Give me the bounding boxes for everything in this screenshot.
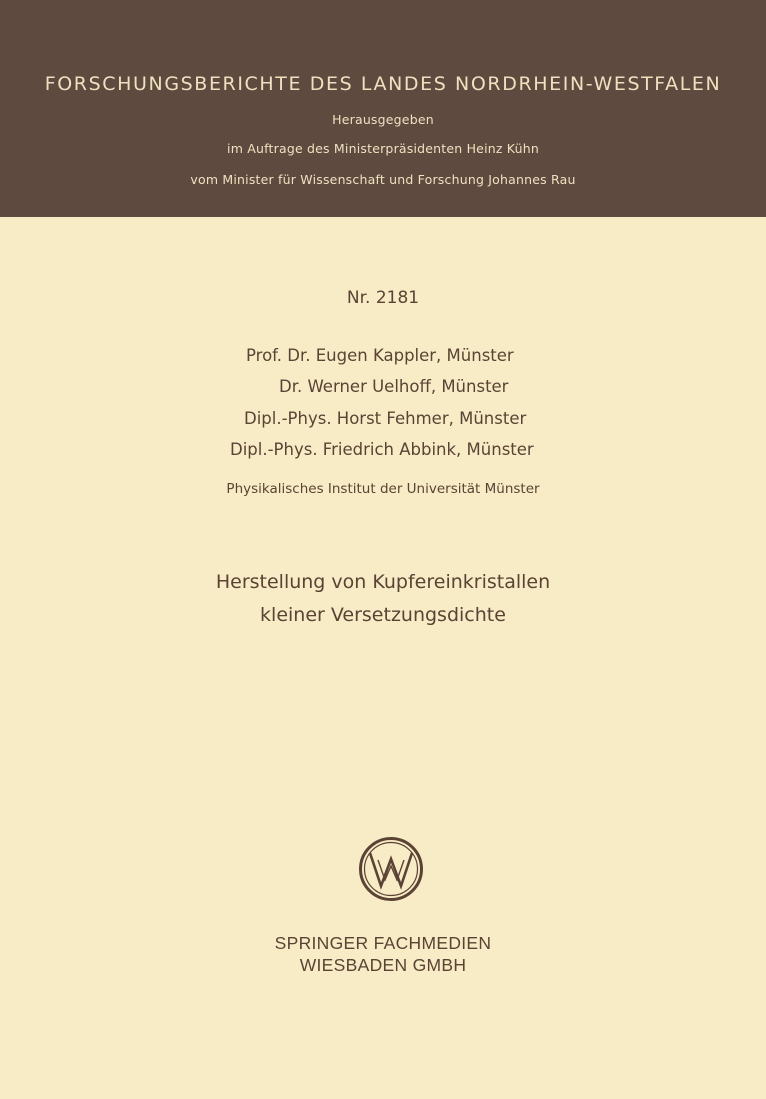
series-number: Nr. 2181 (346, 288, 420, 308)
header-band (0, 0, 766, 217)
book-title-line: kleiner Versetzungsdichte (260, 604, 506, 626)
series-title: FORSCHUNGSBERICHTE DES LANDES NORDRHEIN-WESTFALEN (44, 73, 722, 95)
publisher-name (0, 932, 766, 976)
publisher-line: WIESBADEN GMBH (299, 955, 467, 975)
author-name: Dipl.-Phys. Horst Fehmer, Münster (244, 409, 527, 428)
book-title (0, 566, 766, 632)
book-title-line: Herstellung von Kupfereinkristallen (215, 571, 551, 593)
header-publisher-note: Herausgegeben (332, 112, 434, 127)
header-minister-line: vom Minister für Wissenschaft und Forschung Johannes Rau (190, 172, 576, 187)
publisher-logo-icon (358, 836, 424, 902)
wv-logo-svg (358, 836, 424, 902)
author-name: Dipl.-Phys. Friedrich Abbink, Münster (230, 440, 534, 459)
author-name: Prof. Dr. Eugen Kappler, Münster (246, 346, 514, 365)
header-commission-line: im Auftrage des Ministerpräsidenten Heinz Kühn (227, 141, 539, 156)
institute-affiliation: Physikalisches Institut der Universität Münster (226, 481, 540, 497)
author-name: Dr. Werner Uelhoff, Münster (279, 377, 509, 396)
publisher-line: SPRINGER FACHMEDIEN (274, 933, 492, 953)
